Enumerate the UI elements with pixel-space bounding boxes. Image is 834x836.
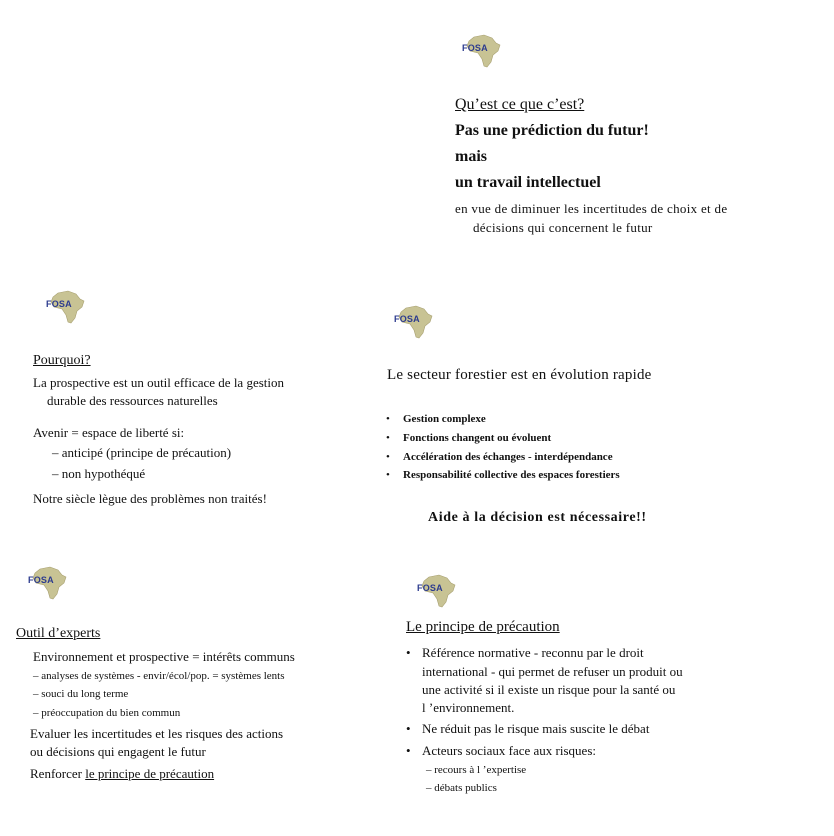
list-item: • — [386, 469, 390, 481]
slide4-l1: Environnement et prospective = intérêts communs — [33, 649, 295, 664]
slide5-b1-line: international - qui permet de refuser un produit ou — [422, 664, 683, 679]
slide4-title: Outil d’experts — [16, 626, 101, 641]
slide1-title: Qu’est ce que c’est? — [455, 96, 585, 113]
slide2-p1b: durable des ressources naturelles — [47, 393, 218, 408]
slide1-line3: mais — [455, 148, 487, 165]
logo-text: FOSA — [394, 314, 420, 324]
logo-text: FOSA — [28, 575, 54, 585]
slide4-l3-prefix: Renforcer — [30, 766, 86, 781]
slide1-line4: un travail intellectuel — [455, 174, 601, 191]
bullet-dot: • — [406, 743, 411, 758]
list-item: Gestion complexe — [403, 413, 486, 425]
bullet-dot: • — [406, 721, 411, 736]
slide4-l2b: ou décisions qui engagent le futur — [30, 744, 206, 759]
logo-text: FOSA — [462, 43, 488, 53]
slide5-b1-line: Référence normative - reconnu par le droit — [422, 645, 644, 660]
slide5-b2: Ne réduit pas le risque mais suscite le débat — [422, 721, 650, 736]
fosa-logo — [26, 565, 72, 601]
slide2-p3: Notre siècle lègue des problèmes non traités! — [33, 491, 267, 506]
slide3-title: Le secteur forestier est en évolution rapide — [387, 367, 652, 383]
slide1-line5b: décisions qui concernent le futur — [473, 220, 653, 235]
slide2-p1a: La prospective est un outil efficace de la gestion — [33, 375, 284, 390]
slide5-b1-line: une activité si il existe un risque pour la santé ou — [422, 682, 676, 697]
list-item: Fonctions changent ou évoluent — [403, 432, 552, 444]
slide4-l2a: Evaluer les incertitudes et les risques des actions — [30, 726, 284, 741]
slide1-line2: Pas une prédiction du futur! — [455, 122, 649, 139]
slide4-sub1: – analyses de systèmes - envir/écol/pop. = systèmes lents — [33, 670, 285, 682]
slide5-sub1: – recours à l ’expertise — [426, 764, 527, 776]
slide1-line5a: en vue de diminuer les incertitudes de choix et de — [455, 201, 728, 216]
slide2-p2: Avenir = espace de liberté si: — [33, 425, 185, 440]
slide5-b1-line: l ’environnement. — [422, 700, 515, 715]
list-item: • — [386, 432, 390, 444]
fosa-logo — [460, 33, 506, 69]
fosa-logo — [44, 289, 90, 325]
slide3-conclusion: Aide à la décision est nécessaire!! — [428, 510, 647, 525]
slide2-sub2: – non hypothéqué — [52, 466, 146, 481]
slide5-sub2: – débats publics — [426, 782, 497, 794]
fosa-logo — [392, 304, 438, 340]
slide4-sub2: – souci du long terme — [33, 688, 129, 700]
fosa-logo — [415, 573, 461, 609]
slide4-sub3: – préoccupation du bien commun — [33, 707, 181, 719]
logo-text: FOSA — [46, 299, 72, 309]
slide5-title: Le principe de précaution — [406, 619, 560, 635]
slide2-title: Pourquoi? — [33, 353, 91, 368]
list-item: Accélération des échanges - interdépendance — [403, 451, 613, 463]
logo-text: FOSA — [417, 583, 443, 593]
list-item: • — [386, 413, 390, 425]
precaution-link[interactable]: le principe de précaution — [85, 766, 215, 781]
slide4-l3 — [30, 766, 214, 782]
slide2-sub1: – anticipé (principe de précaution) — [52, 445, 232, 460]
slide5-b3: Acteurs sociaux face aux risques: — [422, 743, 596, 758]
list-item: Responsabilité collective des espaces forestiers — [403, 469, 620, 481]
list-item: • — [386, 451, 390, 463]
bullet-dot: • — [406, 645, 411, 660]
